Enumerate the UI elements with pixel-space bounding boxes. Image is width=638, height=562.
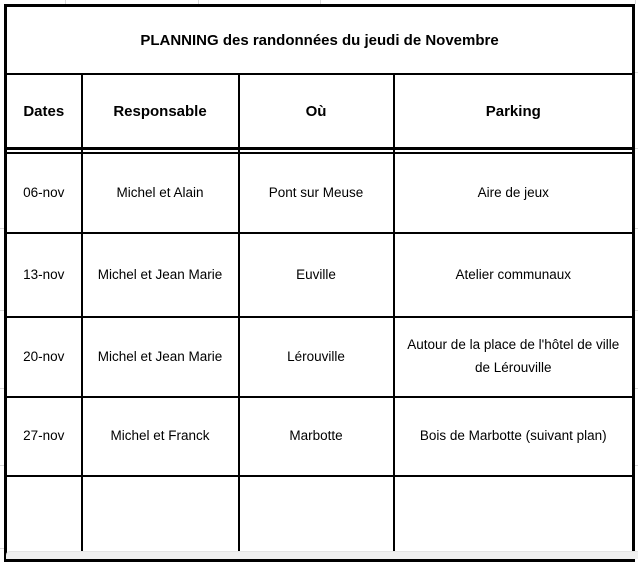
col-header-responsable[interactable]: Responsable (82, 74, 239, 149)
parking-cell[interactable]: Aire de jeux (394, 153, 634, 233)
ou-cell[interactable] (239, 476, 394, 561)
responsable-cell[interactable]: Michel et Jean Marie (82, 317, 239, 397)
sheet-gridline-stub (635, 0, 636, 4)
responsable-cell[interactable]: Michel et Franck (82, 397, 239, 476)
date-cell[interactable]: 06-nov (6, 153, 82, 233)
col-header-parking[interactable]: Parking (394, 74, 634, 149)
parking-cell[interactable]: Autour de la place de l'hôtel de ville de Lérouville (394, 317, 634, 397)
table-row (6, 476, 634, 561)
ou-cell[interactable]: Pont sur Meuse (239, 153, 394, 233)
ou-cell[interactable]: Marbotte (239, 397, 394, 476)
table-row (6, 74, 634, 149)
responsable-cell[interactable]: Michel et Jean Marie (82, 233, 239, 317)
date-cell[interactable] (6, 476, 82, 561)
col-header-dates[interactable]: Dates (6, 74, 82, 149)
date-cell[interactable]: 27-nov (6, 397, 82, 476)
date-cell[interactable]: 13-nov (6, 233, 82, 317)
table-row (6, 317, 634, 397)
table-row (6, 153, 634, 233)
col-header-ou[interactable]: Où (239, 74, 394, 149)
ou-cell[interactable]: Euville (239, 233, 394, 317)
parking-cell[interactable] (394, 476, 634, 561)
planning-table (4, 4, 635, 562)
date-cell[interactable]: 20-nov (6, 317, 82, 397)
table-row (6, 233, 634, 317)
table-row (6, 6, 634, 75)
responsable-cell[interactable] (82, 476, 239, 561)
table-row (6, 397, 634, 476)
parking-cell[interactable]: Bois de Marbotte (suivant plan) (394, 397, 634, 476)
ou-cell[interactable]: Lérouville (239, 317, 394, 397)
responsable-cell[interactable]: Michel et Alain (82, 153, 239, 233)
parking-cell[interactable]: Atelier communaux (394, 233, 634, 317)
table-title-cell[interactable]: PLANNING des randonnées du jeudi de Novembre (6, 6, 634, 75)
